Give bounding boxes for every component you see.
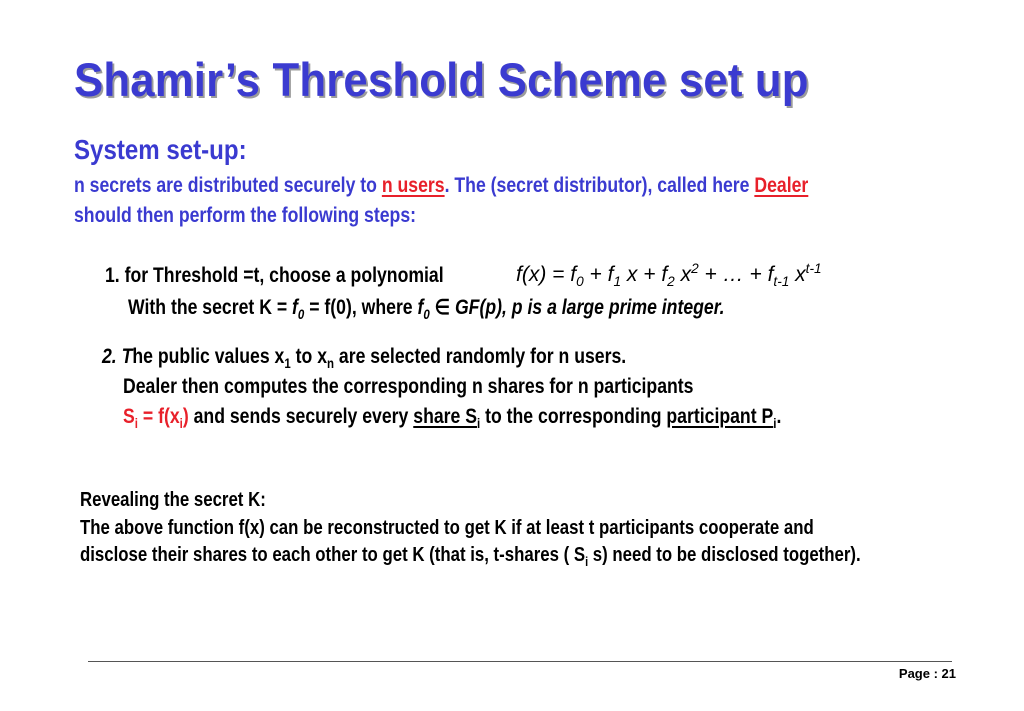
dealer-link[interactable]: Dealer — [754, 174, 809, 197]
slide-title: Shamir’s Threshold Scheme set up — [74, 53, 809, 106]
footer-divider — [88, 661, 952, 662]
polynomial-formula: $f(x) = f_0 + f_1$ $x + f_2$ $x^2$ + … + $f_{t-1}$ $x^{t-1}$ — [516, 261, 822, 290]
setup-heading: System set-up: — [74, 134, 247, 165]
share-link[interactable]: share $S_i$ — [413, 405, 481, 432]
page-number: Page : 21 — [898, 666, 956, 681]
step-1-line-1: 1. for Threshold =t, choose a polynomial — [105, 264, 444, 287]
share-formula: $S_i = f(x_i)$ — [123, 405, 189, 432]
step-2-line-3: $S_i = f(x_i)$ and sends securely every share $S_i$ to the corresponding participant $P_i$. — [123, 405, 782, 432]
n-users-link[interactable]: n users — [381, 174, 445, 197]
step-2-line-2: Dealer then computes the corresponding n shares for n participants — [123, 375, 694, 398]
setup-line-2: should then perform the following steps: — [74, 204, 417, 227]
setup-line-1: n secrets are distributed securely to n users. The (secret distributor), called here Dealer — [74, 174, 809, 197]
reveal-heading: Revealing the secret K: — [80, 489, 266, 511]
reveal-line-2: disclose their shares to each other to get K (that is, t-shares ( $S_i$ s) need to be disclosed together). — [80, 544, 861, 569]
step-2-line-1: 2. The public values $x_1$ to $x_n$ are selected randomly for n users. — [102, 345, 627, 372]
participant-link[interactable]: participant $P_i$ — [666, 405, 777, 432]
reveal-line-1: The above function f(x) can be reconstructed to get K if at least t participants cooperate and — [80, 517, 814, 539]
step-1-line-2: With the secret $K = f_0 = f(0)$, where $f_0$ ∈ GF(p), p is a large prime integer. — [128, 296, 725, 323]
